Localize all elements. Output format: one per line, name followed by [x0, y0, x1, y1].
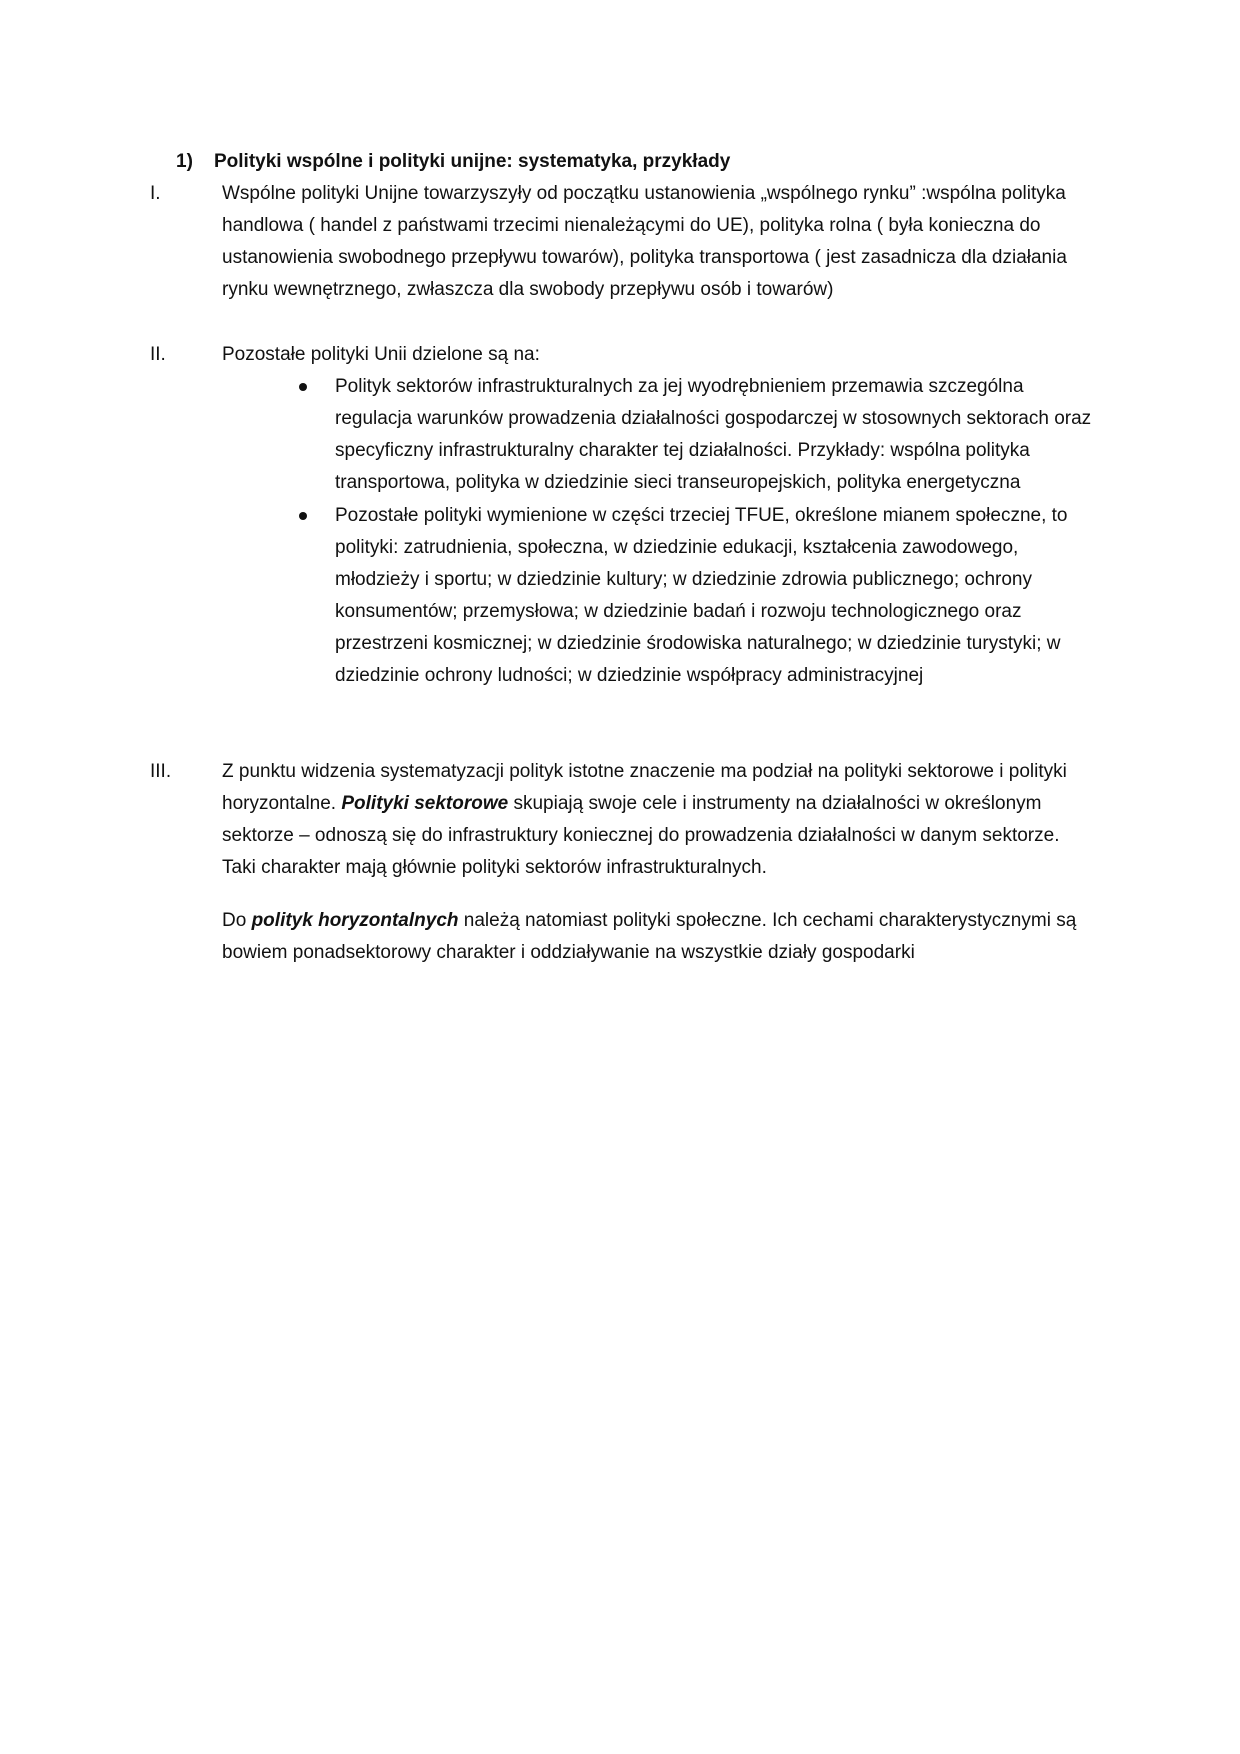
paragraph-rest: należą natomiast polityki społeczne. Ich cechami charakterystycznymi są bowiem ponadsektorowy charakter i oddziaływanie na wszystkie działy gospodarki	[222, 910, 1077, 963]
heading-number: 1)	[176, 151, 193, 172]
paragraph-emphasis: polityk horyzontalnych	[251, 910, 459, 931]
heading-title: Polityki wspólne i polityki unijne: systematyka, przykłady	[214, 151, 731, 172]
horizontal-policies-paragraph	[222, 905, 1090, 969]
list-item-iii	[150, 756, 1090, 884]
bullet-text: Pozostałe polityki wymienione w części trzeciej TFUE, określone mianem społeczne, to polityki: zatrudnienia, społeczna, w dziedzinie edukacji, kształcenia zawodowego, młodzieży i sportu; w dziedzinie kultury; w dziedzinie zdrowia publicznego; ochrony konsumentów; przemysłowa; w dziedzinie badań i rozwoju technologicznego oraz przestrzeni kosmicznej; w dziedzinie środowiska naturalnego; w dziedzinie turystyki; w dziedzinie ochrony ludności; w dziedzinie współpracy administracyjnej	[335, 505, 1068, 686]
item-iii-emphasis: Polityki sektorowe	[341, 793, 509, 814]
item-iii-text-part1: Z punktu widzenia systematyzacji polityk istotne znaczenie ma podział na polityki sektorowe i polityki horyzontalne.	[222, 761, 1067, 814]
item-i-text: Wspólne polityki Unijne towarzyszyły od początku ustanowienia „wspólnego rynku” :wspólna polityka handlowa ( handel z państwami trzecimi nienależącymi do UE), polityka rolna ( była konieczna do ustanowienia swobodnego przepływu towarów), polityka transportowa ( jest zasadnicza dla działania rynku wewnętrznego, zwłaszcza dla swobody przepływu osób i towarów)	[222, 183, 1067, 300]
bullet-dot-icon	[299, 383, 307, 391]
roman-numeral-ii: II.	[150, 344, 166, 365]
item-iii-text	[222, 756, 1090, 884]
bullet-text: Polityk sektorów infrastrukturalnych za jej wyodrębnieniem przemawia szczególna regulacja warunków prowadzenia działalności gospodarczej w stosownych sektorach oraz specyficzny infrastrukturalny charakter tej działalności. Przykłady: wspólna polityka transportowa, polityka w dziedzinie sieci transeuropejskich, polityka energetyczna	[335, 376, 1092, 493]
list-item-ii	[150, 339, 1090, 371]
paragraph-lead: Do	[222, 910, 252, 931]
roman-numeral-iii: III.	[150, 761, 172, 782]
item-iii-text-part2: skupiają swoje cele i instrumenty na działalności w określonym sektorze – odnoszą się do infrastruktury koniecznej do prowadzenia działalności w danym sektorze. Taki charakter mają głównie polityki sektorów infrastrukturalnych.	[222, 793, 1060, 878]
item-ii-text: Pozostałe polityki Unii dzielone są na:	[222, 344, 540, 365]
list-item-i	[150, 178, 1090, 306]
roman-numeral-i: I.	[150, 183, 161, 204]
section-heading	[176, 146, 730, 178]
bullet-item-social	[335, 500, 1095, 692]
bullet-list	[295, 371, 1095, 692]
bullet-dot-icon	[299, 512, 307, 520]
bullet-item-infrastructure	[335, 371, 1095, 499]
